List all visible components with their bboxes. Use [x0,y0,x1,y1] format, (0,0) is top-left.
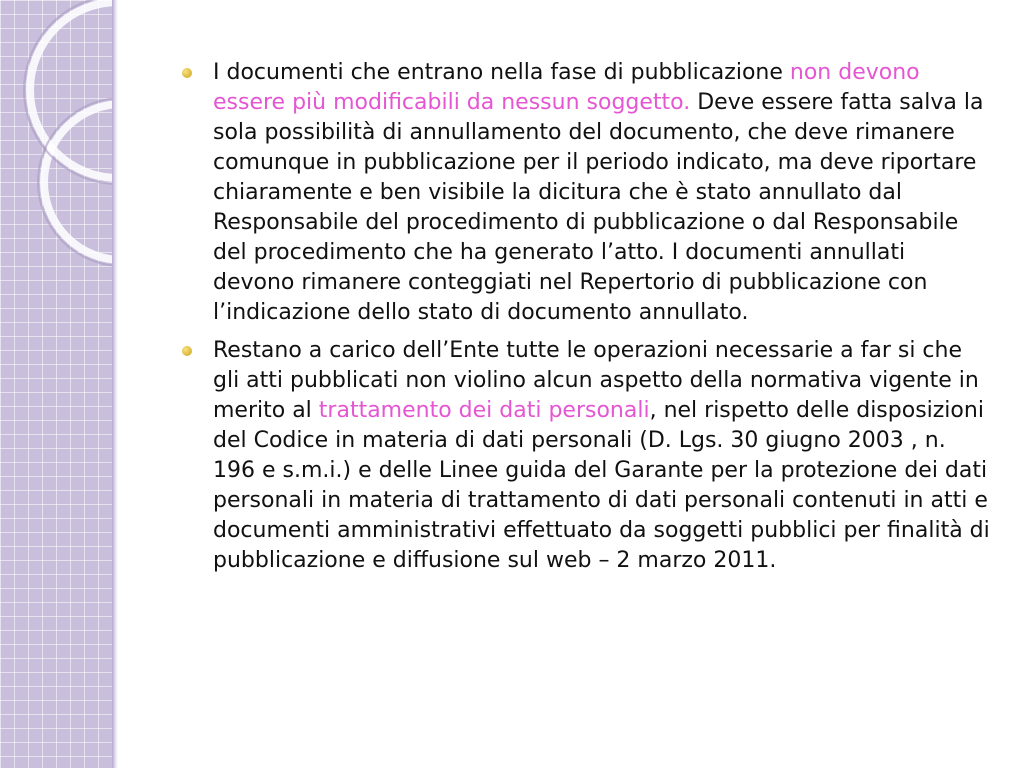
side-panel-edge [112,0,118,768]
bullet-text: I documenti che entrano nella fase di pubblicazione [213,60,790,85]
slide-content [178,58,993,584]
bullet-item-publication-documents [178,58,993,328]
decorative-ring-upper [30,2,112,178]
bullet-dot-icon [182,68,192,78]
bullet-highlight: trattamento dei dati personali [318,398,650,423]
bullet-text: Restano a carico dell’Ente tutte le operazioni necessarie a far si che gli atti pubblicati non violino alcun aspetto della normativa vigente in merito al [213,338,979,423]
decorative-rings [0,0,112,768]
bullet-highlight: non devono essere più modificabili da nessun soggetto. [213,60,920,115]
bullet-list [178,58,993,576]
bullet-dot-icon [182,346,192,356]
decorative-side-panel [0,0,112,768]
bullet-item-data-protection [178,336,993,576]
bullet-text: Deve essere fatta salva la sola possibilità di annullamento del documento, che deve rimanere comunque in pubblicazione per il periodo indicato, ma deve riportare chiaramente e ben visibile la dicitura che è stato annullato dal Responsabile del procedimento di pubblicazione o dal Responsabile del procedimento che ha generato l’atto. I documenti annullati devono rimanere conteggiati nel Repertorio di pubblicazione con l’indicazione dello stato di documento annullato. [213,90,984,325]
bullet-text: , nel rispetto delle disposizioni del Codice in materia di dati personali (D. Lgs. 30 giugno 2003 , n. 196 e s.m.i.) e delle Linee guida del Garante per la protezione dei dati personali in materia di trattamento di dati personali contenuti in atti e documenti amministrativi effettuato da soggetti pubblici per finalità di pubblicazione e diffusione sul web – 2 marzo 2011. [213,398,990,573]
